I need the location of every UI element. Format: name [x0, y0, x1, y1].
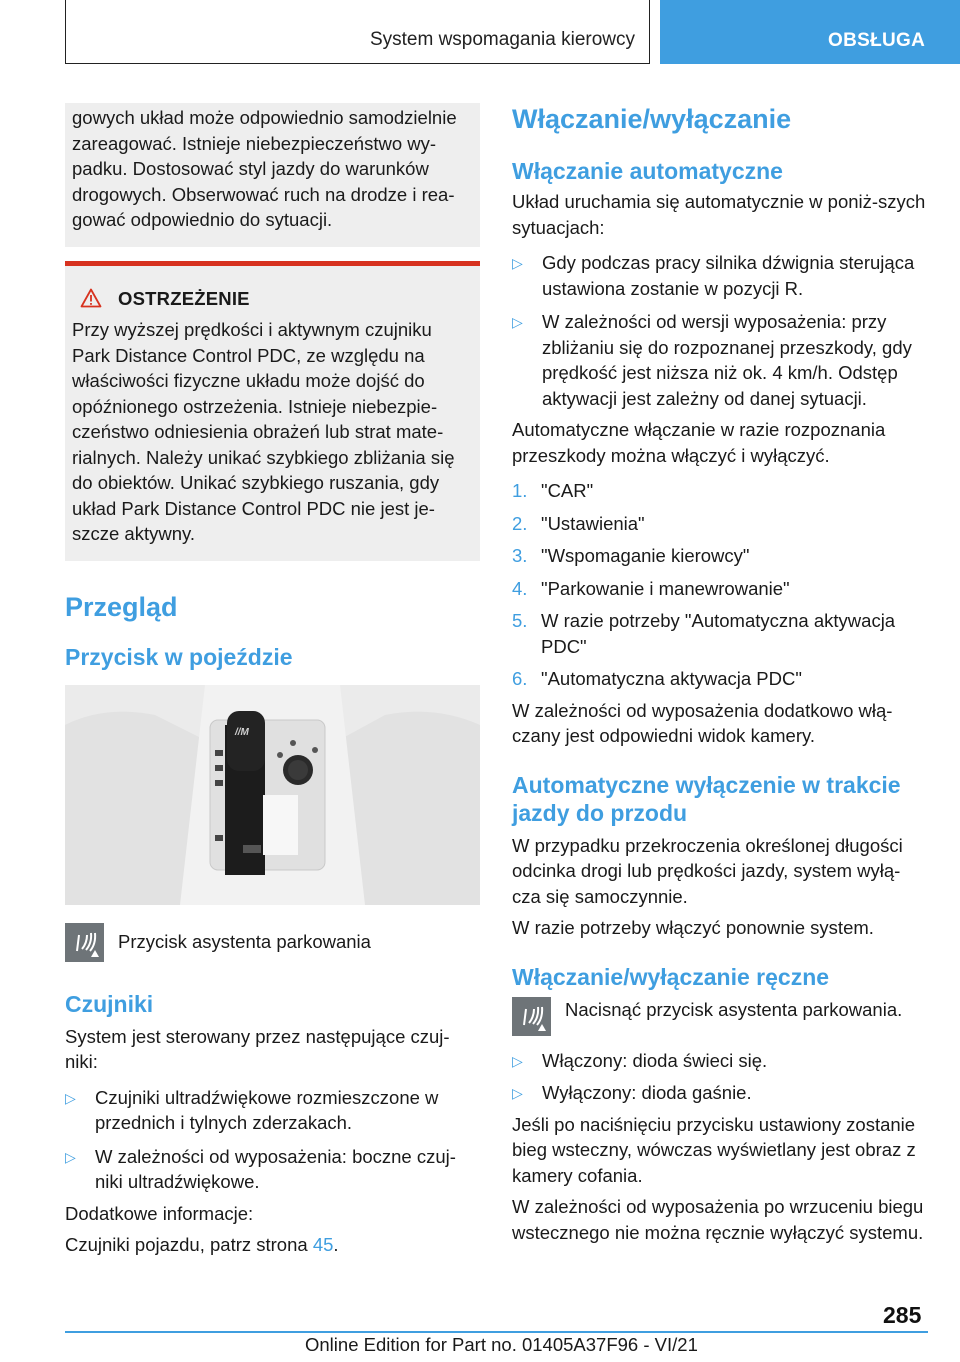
manual-button-caption: Nacisnąć przycisk asystenta parkowania.	[565, 998, 903, 1020]
center-console-illustration	[65, 685, 480, 905]
sensors-text: System jest sterowany przez następujące czuj-niki:	[65, 1025, 450, 1072]
list-item: 6. "Automatyczna aktywacja PDC"	[512, 668, 802, 689]
auto-on-text: Układ uruchamia się automatycznie w poniż-szych sytuacjach:	[512, 191, 926, 238]
auto-detect-text: Automatyczne włączanie w razie rozpoznania przeszkody można włączyć i wyłączyć.	[512, 419, 886, 466]
list-item: ▷ Gdy podczas pracy silnika dźwignia sterująca ustawiona zostanie w pozycji R.	[512, 250, 928, 301]
footer-rule	[65, 1331, 928, 1333]
manual-list	[512, 1048, 928, 1106]
caution-continuation-box	[65, 103, 480, 247]
auto-off-text: W przypadku przekroczenia określonej długości odcinka drogi lub prędkości jazdy, system wyłą-cza się samoczynnie.	[512, 834, 903, 907]
caution-continuation-text: gowych układ może odpowiednio samodzielnie zareagować. Istnieje niebezpieczeństwo wy-padku. Dostosować styl jazdy do warunków drogowych. Obserwować ruch na drodze i rea-gować odpowiednio do sytuacji.	[72, 107, 457, 230]
heading-overview: Przegląd	[65, 591, 178, 622]
reverse-disable-text: W zależności od wyposażenia po wrzuceniu biegu wstecznego nie można ręcznie wyłączyć systemu.	[512, 1196, 924, 1243]
parking-assistant-icon	[512, 997, 551, 1036]
list-item: 4. "Parkowanie i manewrowanie"	[512, 577, 790, 599]
warning-title: OSTRZEŻENIE	[118, 287, 250, 309]
parking-button-legend	[65, 923, 480, 962]
list-item: 2. "Ustawienia"	[512, 512, 645, 534]
camera-text: W zależności od wyposażenia dodatkowo włą-czany jest odpowiedni widok kamery.	[512, 699, 893, 746]
list-item: 1. "CAR"	[512, 480, 594, 501]
reverse-text: Jeśli po naciśnięciu przycisku ustawiony zostanie bieg wsteczny, wówczas wyświetlany jest obraz z kamery cofania.	[512, 1113, 916, 1186]
list-item: 3. "Wspomaganie kierowcy"	[512, 545, 750, 566]
footer-edition-text: Online Edition for Part no. 01405A37F96 - VI/21	[305, 1334, 698, 1355]
reenable-text: W razie potrzeby włączyć ponownie system.	[512, 917, 874, 938]
heading-on-off: Włączanie/wyłączanie	[512, 104, 792, 134]
extra-info-label: Dodatkowe informacje:	[65, 1202, 254, 1224]
list-item: 5. W razie potrzeby "Automatyczna aktywacja PDC"	[512, 610, 896, 657]
manual-button-legend	[512, 997, 928, 1036]
header-box	[65, 0, 650, 64]
parking-button-caption: Przycisk asystenta parkowania	[118, 930, 371, 952]
page-link-45[interactable]: 45	[312, 1234, 334, 1255]
page-number: 285	[883, 1302, 922, 1328]
heading-sensors: Czujniki	[65, 990, 154, 1017]
heading-button-in-vehicle: Przycisk w pojeździe	[65, 643, 293, 670]
center-console-photo	[65, 685, 480, 905]
heading-manual: Włączanie/wyłączanie ręczne	[512, 963, 830, 990]
svg-text://M: //M	[235, 726, 249, 738]
heading-auto-off: Automatyczne wyłączenie w trakcie jazdy do przodu	[512, 771, 901, 826]
list-item: ▷ Czujniki ultradźwiękowe rozmieszczone w przednich i tylnych zderzakach.	[65, 1085, 480, 1136]
left-column	[65, 103, 480, 1258]
section-title: System wspomagania kierowcy	[369, 29, 635, 50]
warning-text: Przy wyższej prędkości i aktywnym czujniku Park Distance Control PDC, ze względu na właściwości fizyczne układu może dojść do opóźnionego ostrzeżenia. Istnieje niebezpie-czeństwo odniesienia obrażeń lub strat mate-rialnych. Należy unikać szybkiego zbliżania się do obiektów. Unikać szybkiego ruszania, gdy układ Park Distance Control PDC nie jest je-szcze aktywny.	[72, 319, 455, 544]
section-tab-label: OBSŁUGA	[828, 30, 926, 51]
sensors-list	[65, 1085, 480, 1195]
section-tab	[660, 0, 960, 64]
list-item: ▷ W zależności od wyposażenia: boczne czuj-niki ultradźwiękowe.	[65, 1144, 480, 1195]
parking-assistant-icon	[65, 923, 104, 962]
warning-box	[65, 261, 480, 561]
list-item: ▷ W zależności od wersji wyposażenia: przy zbliżaniu się do rozpoznanej przeszkody, gdy prędkość jest niższa niż ok. 4 km/h. Odstęp aktywacji jest zależny od danej sytuacji.	[512, 309, 928, 411]
list-item: ▷ Włączony: dioda świeci się.	[512, 1048, 928, 1074]
heading-auto-on: Włączanie automatyczne	[512, 158, 783, 184]
see-page-text: Czujniki pojazdu, patrz strona 45.	[65, 1234, 339, 1255]
warning-triangle-icon	[80, 288, 102, 308]
right-column	[512, 103, 928, 1245]
settings-steps	[512, 478, 928, 692]
list-item: ▷ Wyłączony: dioda gaśnie.	[512, 1080, 928, 1106]
auto-on-list	[512, 250, 928, 411]
